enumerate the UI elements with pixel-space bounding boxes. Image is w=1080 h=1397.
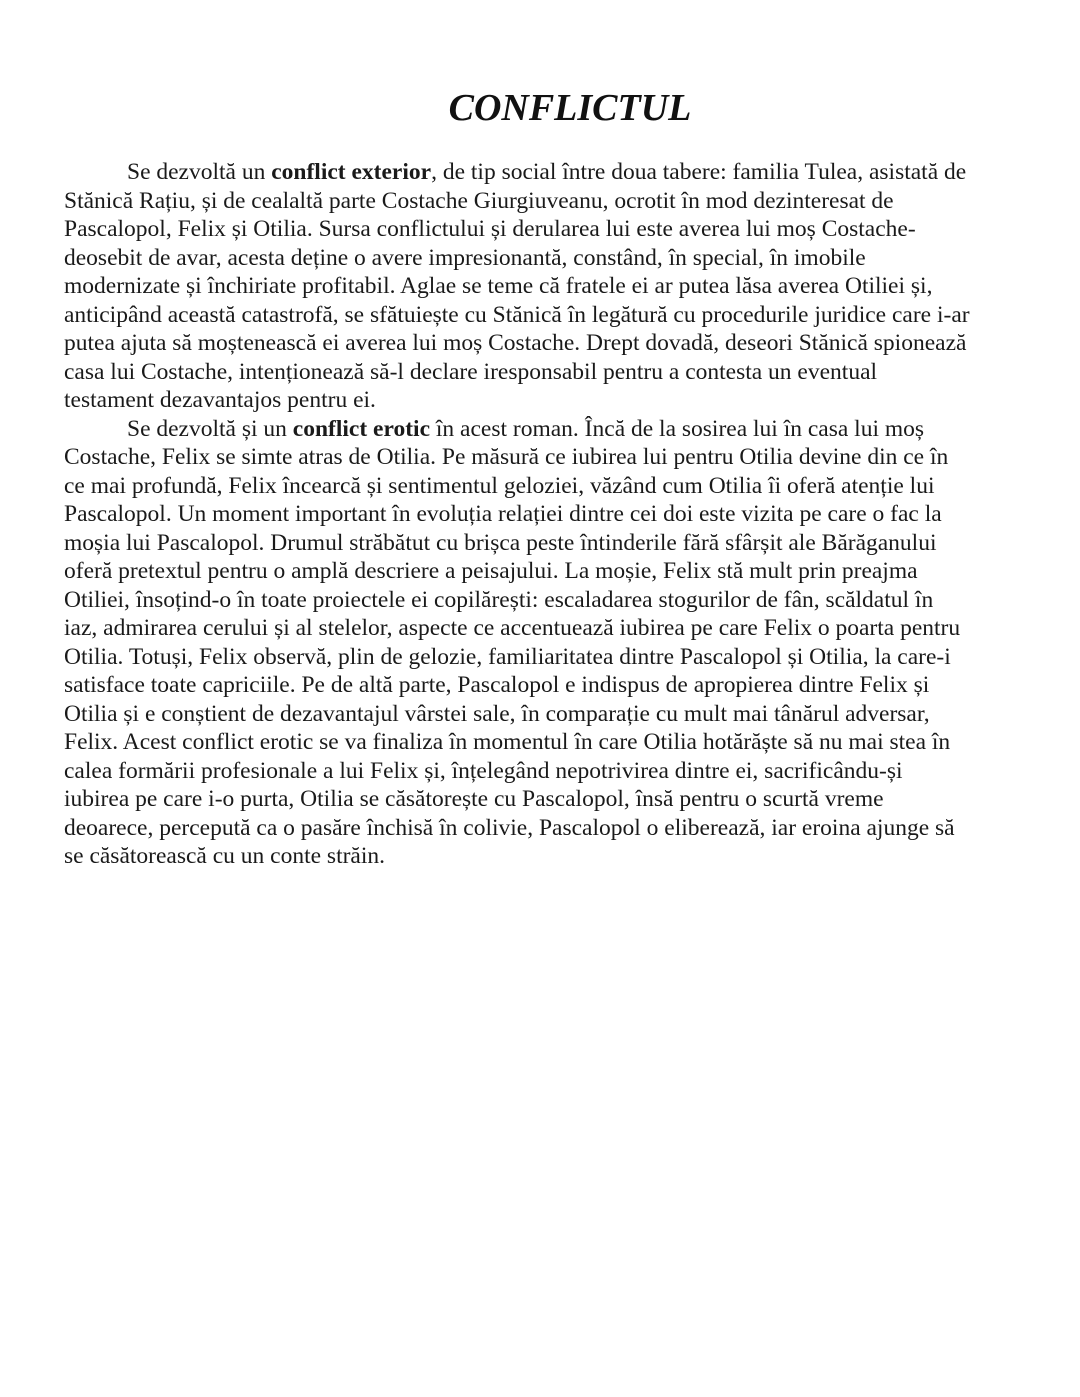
- text-line: ce mai profundă, Felix încearcă și sentimentul geloziei, văzând cum Otilia îi oferă atenție lui: [64, 472, 935, 499]
- text-line: satisface toate capriciile. Pe de altă parte, Pascalopol e indispus de apropierea dintre Felix și: [64, 672, 930, 698]
- text-line: Otiliei, însoțind-o în toate proiectele ei copilărești: escaladarea stogurilor de fân, scăldatul în: [64, 586, 934, 613]
- text-line: modernizate și închiriate profitabil. Aglae se teme că fratele ei ar putea lăsa averea Otiliei și,: [64, 273, 933, 299]
- paragraph-conflict-erotic: [64, 415, 1024, 871]
- text-line: casa lui Costache, intenționează să-l declare iresponsabil pentru a contesta un eventual: [64, 358, 878, 385]
- text-line: testament dezavantajos pentru ei.: [64, 387, 376, 413]
- text-line: moșia lui Pascalopol. Drumul străbătut cu brișca peste întinderile fără sfârșit ale Bărăganului: [64, 529, 937, 556]
- text-line: Costache, Felix se simte atras de Otilia. Pe măsură ce iubirea lui pentru Otilia devine din ce în: [64, 444, 949, 470]
- text-line: iubirea pe care i-o purta, Otilia se căsătorește cu Pascalopol, însă pentru o scurtă vreme: [64, 786, 884, 812]
- text-line: deoarece, percepută ca o pasăre închisă în colivie, Pascalopol o eliberează, iar eroina ajunge să: [64, 814, 955, 841]
- text-line: Se dezvoltă un conflict exterior, de tip social între doua tabere: familia Tulea, asistată de: [127, 159, 967, 185]
- text-line: Stănică Rațiu, și de cealaltă parte Costache Giurgiuveanu, ocrotit în mod dezinteresat de: [64, 187, 894, 214]
- text-line: anticipând această catastrofă, se sfătuiește cu Stănică în legătură cu procedurile juridice care i-ar: [64, 301, 970, 328]
- text-line: calea formării profesionale a lui Felix și, înțelegând nepotrivirea dintre ei, sacrificându-și: [64, 757, 903, 784]
- text-line: deosebit de avar, acesta deține o avere impresionantă, constând, în special, în imobile: [64, 244, 866, 271]
- text-line: Se dezvoltă și un conflict erotic în acest roman. Încă de la sosirea lui în casa lui moș: [127, 415, 925, 442]
- text-line: se căsătorească cu un conte străin.: [64, 843, 386, 869]
- document-title: CONFLICTUL: [448, 87, 692, 129]
- paragraph-conflict-exterior: [64, 158, 1024, 415]
- text-line: Pascalopol. Un moment important în evoluția relației dintre cei doi este vizita pe care o fac la: [64, 501, 942, 527]
- text-line: Pascalopol, Felix și Otilia. Sursa conflictului și derularea lui este averea lui moș Costache-: [64, 216, 916, 242]
- document-body: [64, 158, 1024, 871]
- bold-term-conflict-exterior: conflict exterior: [271, 159, 432, 185]
- text-line: Otilia și e conștient de dezavantajul vârstei sale, în comparație cu mult mai tânărul adversar,: [64, 700, 930, 727]
- bold-term-conflict-erotic: conflict erotic: [292, 415, 431, 442]
- text-line: iaz, admirarea cerului și al stelelor, aspecte ce accentuează iubirea pe care Felix o poarta pentru: [64, 615, 961, 641]
- text-line: Felix. Acest conflict erotic se va finaliza în momentul în care Otilia hotărăște să nu mai stea în: [64, 729, 951, 755]
- text-line: Otilia. Totuși, Felix observă, plin de gelozie, familiaritatea dintre Pascalopol și Otilia, la care-i: [64, 643, 951, 670]
- text-line: oferă pretextul pentru o amplă descriere a peisajului. La moșie, Felix stă mult prin preajma: [64, 558, 918, 584]
- text-line: putea ajuta să moștenească ei averea lui moș Costache. Drept dovadă, deseori Stănică spionează: [64, 330, 967, 356]
